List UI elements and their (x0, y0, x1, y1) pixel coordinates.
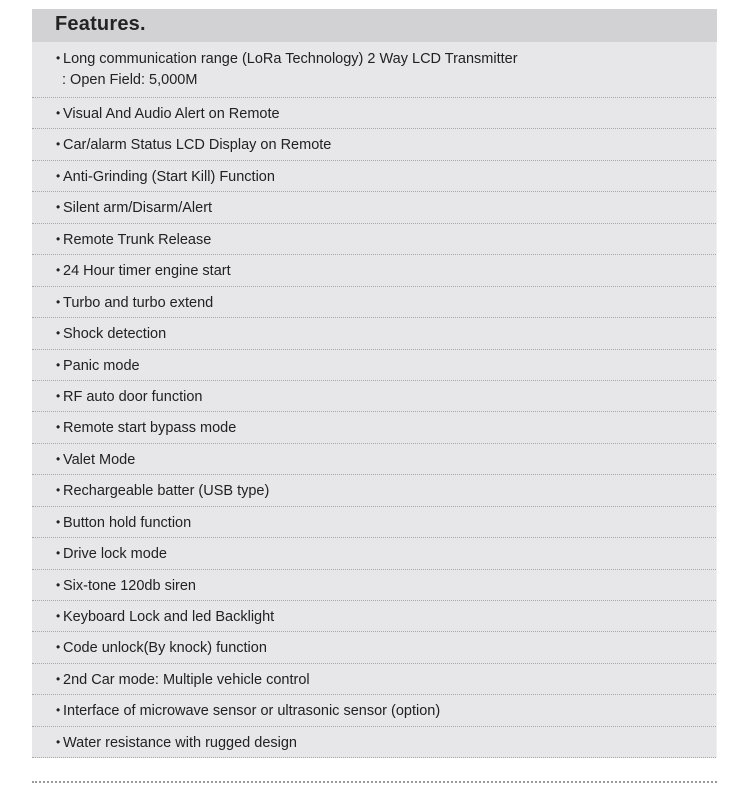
list-item (32, 318, 716, 349)
bullet-icon: • (56, 200, 61, 215)
bullet-icon: • (56, 609, 61, 623)
feature-text: Six-tone 120db siren (63, 577, 196, 594)
bullet-icon: • (56, 514, 61, 529)
bullet-icon: • (56, 546, 61, 561)
bullet-icon: • (56, 294, 61, 309)
feature-text: Remote start bypass mode (63, 420, 237, 437)
bullet-icon: • (56, 168, 61, 183)
list-item (32, 601, 716, 632)
bullet-icon: • (56, 231, 61, 246)
feature-text: Turbo and turbo extend (63, 294, 214, 311)
bullet-icon: • (56, 263, 61, 278)
feature-text: Button hold function (63, 514, 192, 531)
feature-text: Silent arm/Disarm/Alert (63, 200, 213, 217)
bullet-icon: • (56, 734, 61, 749)
list-item (32, 727, 716, 758)
bullet-icon: • (56, 106, 61, 120)
feature-text: Panic mode (63, 357, 140, 374)
bullet-icon: • (56, 577, 61, 592)
bullet-icon: • (56, 51, 61, 65)
feature-text: Valet Mode (63, 451, 136, 468)
bullet-icon: • (56, 451, 61, 466)
list-item (32, 350, 716, 381)
feature-text: Drive lock mode (63, 546, 167, 563)
feature-text: Interface of microwave sensor or ultrasonic sensor (option) (63, 703, 441, 720)
feature-text: Rechargeable batter (USB type) (63, 483, 270, 500)
section-title: Features. (55, 13, 146, 35)
features-list (32, 42, 717, 758)
list-item (32, 632, 716, 663)
bullet-icon: • (56, 137, 61, 152)
list-item (32, 224, 716, 255)
feature-text: Car/alarm Status LCD Display on Remote (63, 137, 332, 154)
list-item (32, 475, 716, 506)
bullet-icon: • (56, 326, 61, 341)
list-item (32, 695, 716, 726)
list-item (32, 444, 716, 475)
list-item (32, 538, 716, 569)
features-header (32, 9, 717, 42)
feature-text: Code unlock(By knock) function (63, 640, 267, 657)
feature-text: Anti-Grinding (Start Kill) Function (63, 168, 275, 185)
list-item (32, 664, 716, 695)
bullet-icon: • (56, 703, 61, 718)
feature-text: 2nd Car mode: Multiple vehicle control (63, 671, 310, 688)
list-item (32, 381, 716, 412)
bullet-icon: • (56, 671, 61, 686)
list-item (32, 507, 716, 538)
bottom-divider (32, 781, 717, 783)
list-item (32, 412, 716, 443)
bullet-icon: • (56, 357, 61, 372)
feature-text: Long communication range (LoRa Technology) 2 Way LCD Transmitter (63, 51, 518, 67)
list-item (32, 570, 716, 601)
feature-text: 24 Hour timer engine start (63, 263, 231, 280)
bullet-icon: • (56, 483, 61, 498)
list-item (32, 255, 716, 286)
bullet-icon: • (56, 388, 61, 403)
list-item (32, 161, 716, 192)
list-item (32, 192, 716, 223)
list-item (32, 98, 716, 129)
feature-text: Water resistance with rugged design (63, 734, 297, 751)
feature-text: Visual And Audio Alert on Remote (63, 106, 280, 122)
feature-text: RF auto door function (63, 388, 203, 405)
feature-text: Keyboard Lock and led Backlight (63, 609, 275, 625)
bullet-icon: • (56, 640, 61, 655)
list-item (32, 287, 716, 318)
feature-text: Remote Trunk Release (63, 231, 212, 248)
bullet-icon: • (56, 420, 61, 435)
feature-text: Shock detection (63, 326, 167, 343)
list-item (32, 129, 716, 160)
list-item (32, 42, 716, 98)
feature-subtext: : Open Field: 5,000M (62, 72, 198, 88)
features-panel (32, 9, 717, 758)
